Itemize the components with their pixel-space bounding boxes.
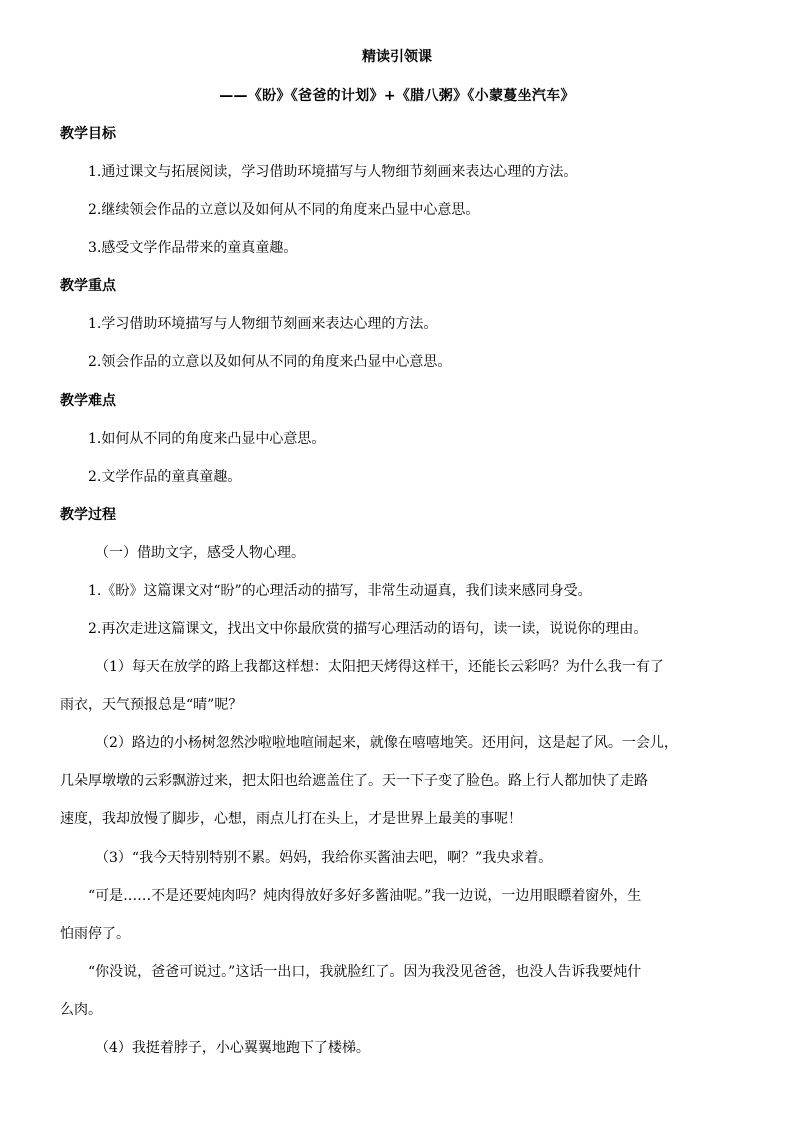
process-step: 1.《盼》这篇课文对“盼”的心理活动的描写，非常生动逼真，我们读来感同身受。 (88, 583, 592, 599)
key-point-item: 1.学习借助环境描写与人物细节刻画来表达心理的方法。 (88, 316, 438, 332)
quote-paragraph: （3）“我今天特别特别不累。妈妈，我给你买酱油去吧，啊？”我央求着。 (95, 850, 553, 866)
quote-paragraph: 速度，我却放慢了脚步，心想，雨点儿打在头上，才是世界上最美的事呢！ (60, 811, 522, 827)
difficulty-item: 1.如何从不同的角度来凸显中心意思。 (88, 431, 326, 447)
document-subtitle: ——《盼》《爸爸的计划》+《腊八粥》《小蒙蔓坐汽车》 (219, 88, 575, 104)
quote-paragraph: 雨衣，天气预报总是“晴”呢？ (60, 697, 243, 713)
quote-paragraph: 几朵厚墩墩的云彩飘游过来，把太阳也给遮盖住了。天一下子变了脸色。路上行人都加快了走路 (60, 773, 648, 789)
process-step: 2.再次走进这篇课文，找出文中你最欣赏的描写心理活动的语句，读一读，说说你的理由。 (88, 621, 648, 637)
objective-item: 2.继续领会作品的立意以及如何从不同的角度来凸显中心意思。 (88, 202, 480, 218)
quote-paragraph: 怕雨停了。 (60, 926, 130, 942)
key-point-item: 2.领会作品的立意以及如何从不同的角度来凸显中心意思。 (88, 354, 452, 370)
objective-item: 1.通过课文与拓展阅读，学习借助环境描写与人物细节刻画来表达心理的方法。 (88, 164, 578, 180)
process-heading: 教学过程 (60, 507, 116, 523)
document-title: 精读引领课 (362, 49, 432, 65)
quote-paragraph: “可是……不是还要炖肉吗？炖肉得放好多好多酱油呢。”我一边说，一边用眼瞟着窗外，生 (88, 888, 642, 904)
process-subheading: （一）借助文字，感受人物心理。 (95, 545, 305, 561)
objective-item: 3.感受文学作品带来的童真童趣。 (88, 240, 298, 256)
quote-paragraph: （4）我挺着脖子，小心翼翼地跑下了楼梯。 (95, 1040, 370, 1056)
objectives-heading: 教学目标 (60, 126, 116, 142)
quote-paragraph: （2）路边的小杨树忽然沙啦啦地喧闹起来，就像在嘻嘻地笑。还用问，这是起了风。一会儿， (95, 735, 678, 751)
quote-paragraph: “你没说，爸爸可说过。”这话一出口，我就脸红了。因为我没见爸爸，也没人告诉我要炖什 (88, 964, 642, 980)
difficulty-item: 2.文学作品的童真童趣。 (88, 469, 242, 485)
key-points-heading: 教学重点 (60, 278, 116, 294)
difficulties-heading: 教学难点 (60, 393, 116, 409)
quote-paragraph: （1）每天在放学的路上我都这样想：太阳把天烤得这样干，还能长云彩吗？为什么我一有了 (95, 659, 664, 675)
quote-paragraph: 么肉。 (60, 1002, 102, 1018)
